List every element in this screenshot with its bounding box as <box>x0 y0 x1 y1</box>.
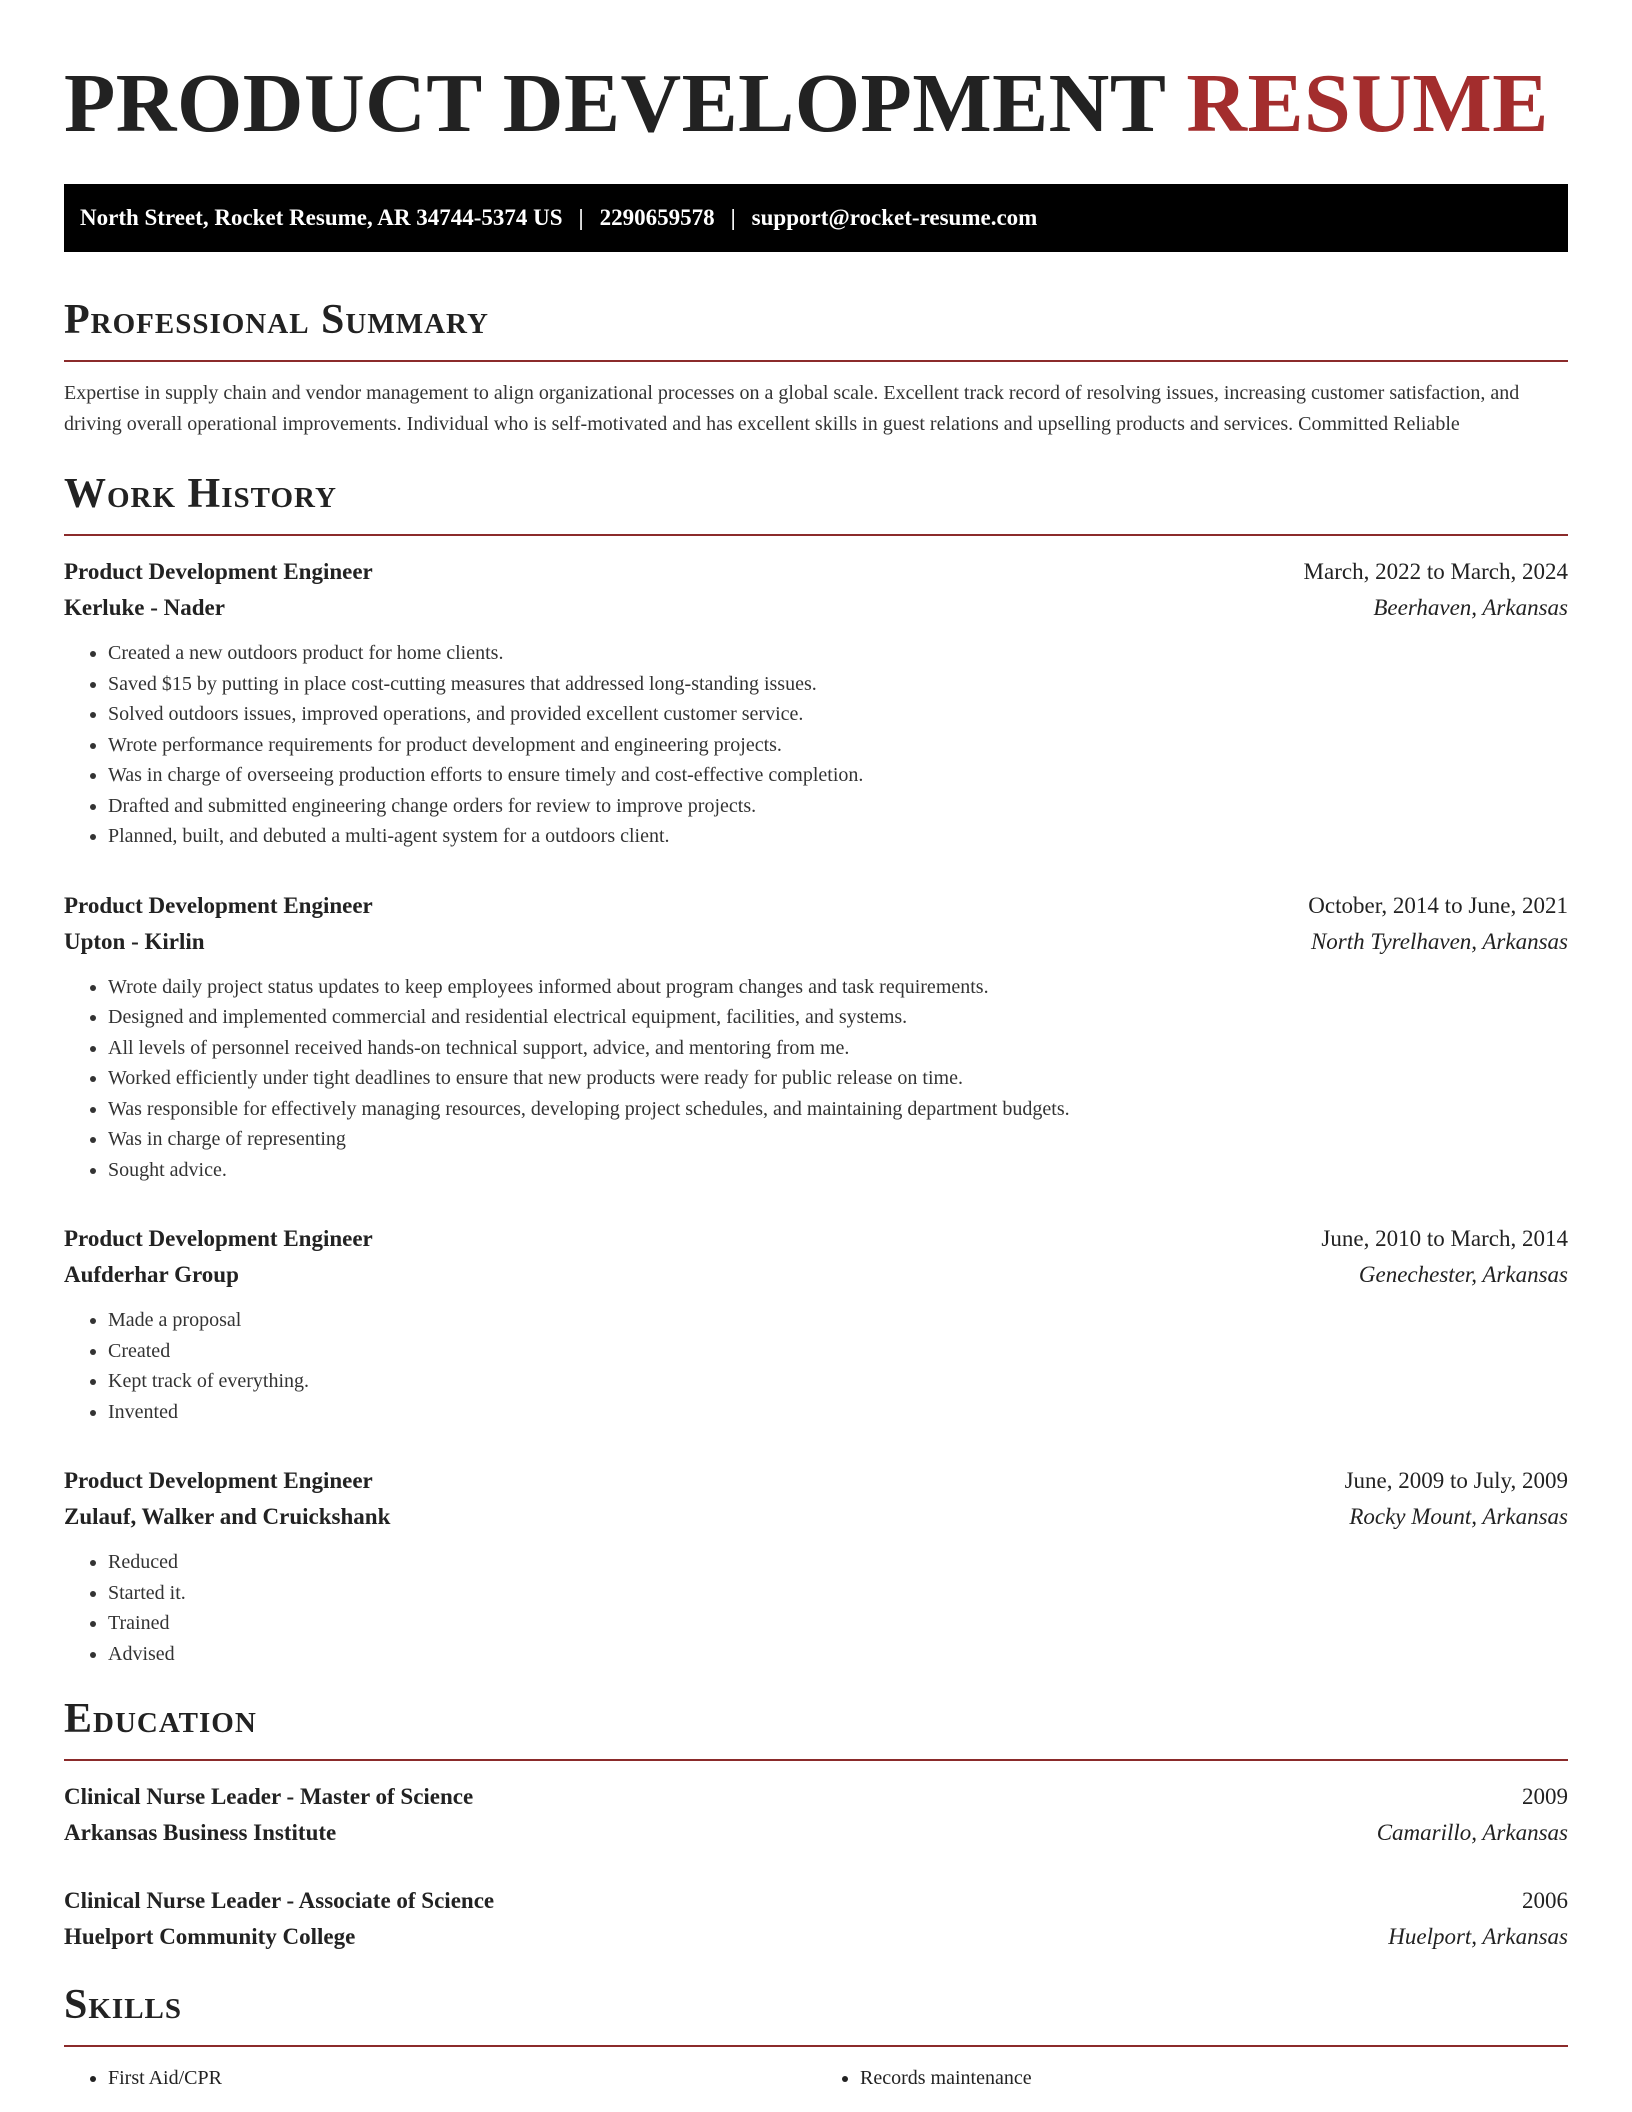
education-school: Arkansas Business Institute <box>64 1820 337 1845</box>
title-main: PRODUCT DEVELOPMENT <box>64 57 1165 150</box>
job-duties <box>64 1547 1568 1669</box>
job-title: Product Development Engineer <box>64 1468 373 1493</box>
job-duties <box>64 972 1568 1186</box>
contact-separator: | <box>730 205 736 230</box>
job-duty: • Created a new outdoors product for home clients. <box>108 638 1568 669</box>
work-history-heading: Work History <box>64 471 337 517</box>
work-history-list <box>64 554 1568 1669</box>
section-divider <box>64 534 1568 536</box>
job-duties <box>64 638 1568 852</box>
contact-bar <box>64 184 1568 252</box>
job-entry <box>64 1463 1568 1669</box>
job-dates: March, 2022 to March, 2024 <box>1303 559 1568 584</box>
job-title: Product Development Engineer <box>64 1226 373 1251</box>
job-duty: • Was in charge of representing <box>108 1124 1568 1155</box>
job-header-row <box>64 1463 1568 1499</box>
education-school: Huelport Community College <box>64 1924 356 1949</box>
job-duty: • Sought advice. <box>108 1155 1568 1186</box>
education-list <box>64 1779 1568 1955</box>
section-divider <box>64 360 1568 362</box>
job-entry <box>64 888 1568 1186</box>
job-company-row <box>64 590 1568 626</box>
job-location: Genechester, Arkansas <box>1358 1262 1568 1287</box>
job-company: Aufderhar Group <box>64 1262 239 1287</box>
job-company: Upton - Kirlin <box>64 928 205 954</box>
summary-text: Expertise in supply chain and vendor management to align organizational processes on a global scale. Excellent track record of resolving issues, increasing customer satisfaction, and driving overall operational improvements. Individual who is self-motivated and has excellent skills in guest relations and upselling products and services. Committed Reliable <box>64 382 1520 435</box>
skills-column-left <box>64 2063 816 2093</box>
job-duty: • Drafted and submitted engineering change orders for review to improve projects. <box>108 791 1568 822</box>
page-title <box>64 0 1568 152</box>
job-duty: • Advised <box>108 1639 1568 1670</box>
education-year: 2006 <box>1522 1888 1568 1913</box>
job-duty: • Created <box>108 1336 1568 1367</box>
job-duty: • Solved outdoors issues, improved operations, and provided excellent customer service. <box>108 699 1568 730</box>
contact-separator: | <box>578 205 584 230</box>
education-school-row <box>64 1919 1568 1955</box>
education-entry <box>64 1779 1568 1851</box>
job-duty: • Designed and implemented commercial and residential electrical equipment, facilities, and systems. <box>108 1002 1568 1033</box>
job-duty: • Worked efficiently under tight deadlines to ensure that new products were ready for public release on time. <box>108 1063 1568 1094</box>
education-location: Huelport, Arkansas <box>1388 1924 1568 1949</box>
job-location: North Tyrelhaven, Arkansas <box>1310 928 1568 954</box>
job-header-row <box>64 1221 1568 1257</box>
section-divider <box>64 2045 1568 2047</box>
job-location: Rocky Mount, Arkansas <box>1349 1504 1568 1529</box>
job-company-row <box>64 1257 1568 1293</box>
job-duty: • All levels of personnel received hands-on technical support, advice, and mentoring from me. <box>108 1033 1568 1064</box>
job-duty: • Made a proposal <box>108 1305 1568 1336</box>
job-company: Kerluke - Nader <box>64 595 225 620</box>
job-duty: • Reduced <box>108 1547 1568 1578</box>
skills-heading: Skills <box>64 1982 183 2028</box>
section-divider <box>64 1759 1568 1761</box>
job-duty: • Started it. <box>108 1578 1568 1609</box>
job-duty: • Invented <box>108 1397 1568 1428</box>
job-duty: • Saved $15 by putting in place cost-cutting measures that addressed long-standing issues. <box>108 669 1568 700</box>
contact-phone: 2290659578 <box>599 205 715 230</box>
title-accent: RESUME <box>1186 57 1549 150</box>
job-duty: • Trained <box>108 1608 1568 1639</box>
job-company: Zulauf, Walker and Cruickshank <box>64 1504 391 1529</box>
job-dates: June, 2009 to July, 2009 <box>1344 1468 1568 1493</box>
job-duties <box>64 1305 1568 1427</box>
job-title: Product Development Engineer <box>64 892 373 918</box>
job-duty: • Kept track of everything. <box>108 1366 1568 1397</box>
job-location: Beerhaven, Arkansas <box>1373 595 1568 620</box>
job-dates: June, 2010 to March, 2014 <box>1321 1226 1568 1251</box>
job-duty: • Planned, built, and debuted a multi-agent system for a outdoors client. <box>108 821 1568 852</box>
job-duty: • Wrote performance requirements for product development and engineering projects. <box>108 730 1568 761</box>
job-company-row <box>64 924 1568 960</box>
job-entry <box>64 1221 1568 1427</box>
education-heading: Education <box>64 1696 257 1742</box>
job-dates: October, 2014 to June, 2021 <box>1308 892 1568 918</box>
education-header-row <box>64 1779 1568 1815</box>
contact-address: North Street, Rocket Resume, AR 34744-5374 US <box>80 205 563 230</box>
job-header-row <box>64 554 1568 590</box>
education-location: Camarillo, Arkansas <box>1376 1820 1568 1845</box>
skill-item: • First Aid/CPR <box>108 2063 816 2093</box>
education-degree: Clinical Nurse Leader - Associate of Science <box>64 1888 495 1913</box>
contact-email: support@rocket-resume.com <box>751 205 1038 230</box>
job-header-row <box>64 888 1568 924</box>
job-duty: • Wrote daily project status updates to keep employees informed about program changes and task requirements. <box>108 972 1568 1003</box>
job-company-row <box>64 1499 1568 1535</box>
job-entry <box>64 554 1568 852</box>
education-header-row <box>64 1883 1568 1919</box>
summary-heading: Professional Summary <box>64 297 489 343</box>
job-duty: • Was responsible for effectively managing resources, developing project schedules, and maintaining department budgets. <box>108 1094 1568 1125</box>
job-duty: • Was in charge of overseeing production efforts to ensure timely and cost-effective completion. <box>108 760 1568 791</box>
education-school-row <box>64 1815 1568 1851</box>
skill-item: • Records maintenance <box>860 2063 1568 2093</box>
education-year: 2009 <box>1522 1784 1568 1809</box>
skills-list <box>64 2063 1568 2093</box>
job-title: Product Development Engineer <box>64 559 373 584</box>
education-degree: Clinical Nurse Leader - Master of Science <box>64 1784 474 1809</box>
skills-column-right <box>816 2063 1568 2093</box>
education-entry <box>64 1883 1568 1955</box>
